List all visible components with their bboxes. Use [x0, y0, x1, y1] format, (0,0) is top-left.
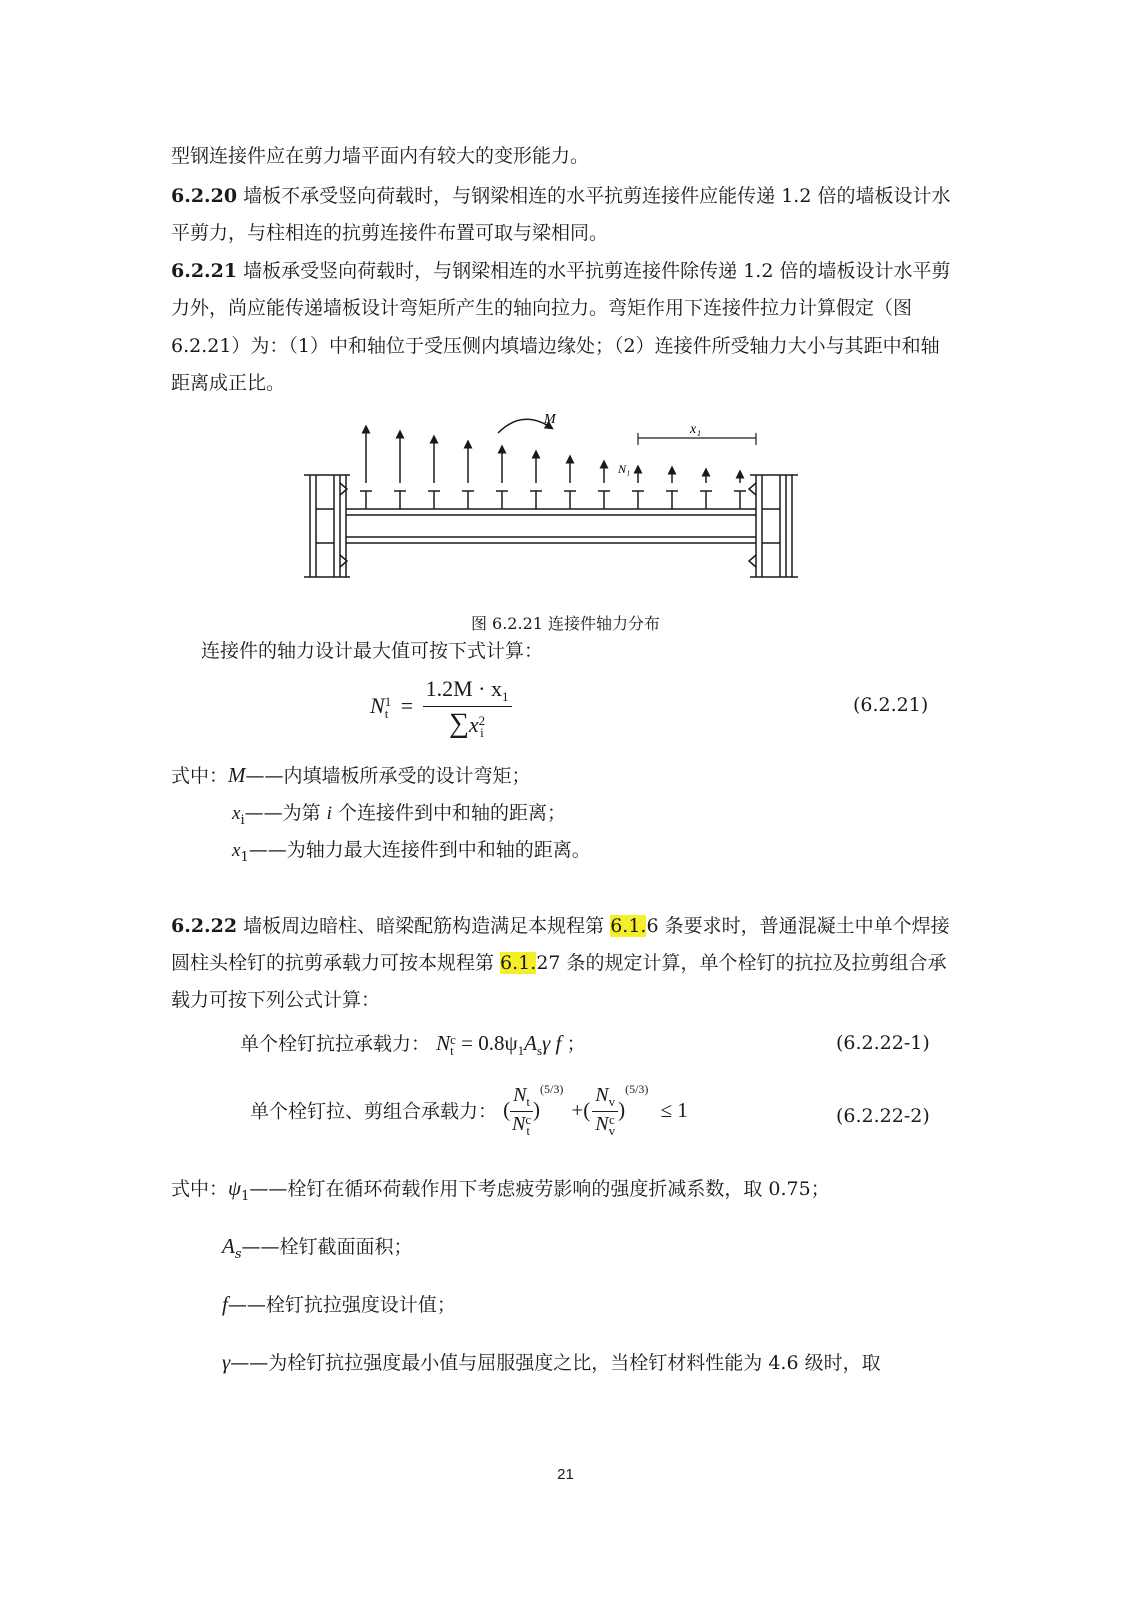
where-f: f——栓钉抗拉强度设计值；	[222, 1292, 456, 1316]
equation-number: (6.2.22-1)	[836, 1032, 930, 1054]
clause-text: 墙板承受竖向荷载时，与钢梁相连的水平抗剪连接件除传递 1.2 倍的墙板设计水平剪	[243, 260, 951, 282]
figure-caption: 图 6.2.21 连接件轴力分布	[470, 614, 661, 633]
clause-6-2-21-line-1	[171, 259, 950, 283]
axial-force-arrows	[366, 429, 740, 483]
highlighted-reference: 6.1.	[500, 952, 537, 974]
clause-6-2-21-line-2: 力外，尚应能传递墙板设计弯矩所产生的轴向拉力。弯矩作用下连接件拉力计算假定（图	[171, 297, 913, 319]
where-xi: $x_i——$为第 i 个连接件到中和轴的距离；	[232, 802, 566, 828]
calc-intro: 连接件的轴力设计最大值可按下式计算：	[201, 640, 544, 662]
clause-number: 6.2.20	[171, 185, 238, 207]
where-psi: 式中：$\psi_1——$栓钉在循环荷载作用下考虑疲劳影响的强度折减系数，取 0.75；	[171, 1176, 830, 1204]
clause-6-2-22-line-1: 6.2.22 墙板周边暗柱、暗梁配筋构造满足本规程第 6.1.6 条要求时，普通混凝土中单个焊接	[171, 915, 950, 937]
clause-6-2-20-line-1	[171, 184, 950, 208]
clause-6-2-22-line-2: 圆柱头栓钉的抗剪承载力可按本规程第 6.1.27 条的规定计算，单个栓钉的抗拉及拉剪组合承	[171, 952, 947, 974]
equation-6-2-22-1: 单个栓钉抗拉承载力： N c t = $0.8\psi_1A_s\gamma$ f ；	[240, 1031, 586, 1059]
moment-label: M	[544, 412, 556, 427]
page-number: 21	[557, 1466, 574, 1483]
where-As: $A_s——$栓钉截面面积；	[222, 1234, 413, 1262]
x1-label: x₁	[690, 422, 702, 437]
clause-text: 墙板不承受竖向荷载时，与钢梁相连的水平抗剪连接件应能传递 1.2 倍的墙板设计水	[243, 185, 951, 207]
moment-arc	[498, 419, 550, 433]
highlighted-reference: 6.1.	[610, 915, 647, 937]
clause-6-2-21-line-4: 距离成正比。	[171, 372, 286, 394]
n1-label: N₁	[618, 462, 631, 476]
where-M: 式中：M——内填墙板所承受的设计弯矩；	[171, 763, 531, 787]
connector-studs	[360, 491, 746, 509]
equation-6-2-22-2: 单个栓钉拉、剪组合承载力： ( $N_t$ N c t )$^{(5/3)}$ +( $N_v$ N c v )$^{(5/3)}$ ≤ 1	[250, 1082, 688, 1139]
clause-6-2-22-line-3: 载力可按下列公式计算：	[171, 989, 381, 1011]
clause-6-2-20-line-2: 平剪力，与柱相连的抗剪连接件布置可取与梁相同。	[171, 222, 609, 244]
equation-6-2-21: N 1 t = $1.2M \cdot x_1$ ∑x 2 i	[370, 676, 512, 740]
equation-number: (6.2.22-2)	[836, 1105, 930, 1127]
clause-6-2-21-line-3: 6.2.21）为：（1）中和轴位于受压侧内填墙边缘处；（2）连接件所受轴力大小与其距中和轴	[171, 335, 940, 357]
equation-number: (6.2.21)	[853, 694, 929, 716]
equation-fraction: $1.2M \cdot x_1$ ∑x 2 i	[423, 676, 512, 740]
where-gamma: γ——为栓钉抗拉强度最小值与屈服强度之比，当栓钉材料性能为 4.6 级时，取	[222, 1350, 881, 1374]
paragraph-continuation: 型钢连接件应在剪力墙平面内有较大的变形能力。	[171, 145, 590, 167]
where-x1: $x_1——$为轴力最大连接件到中和轴的距离。	[232, 839, 591, 865]
clause-number: 6.2.21	[171, 260, 238, 282]
connector-axial-force-figure	[300, 405, 810, 600]
